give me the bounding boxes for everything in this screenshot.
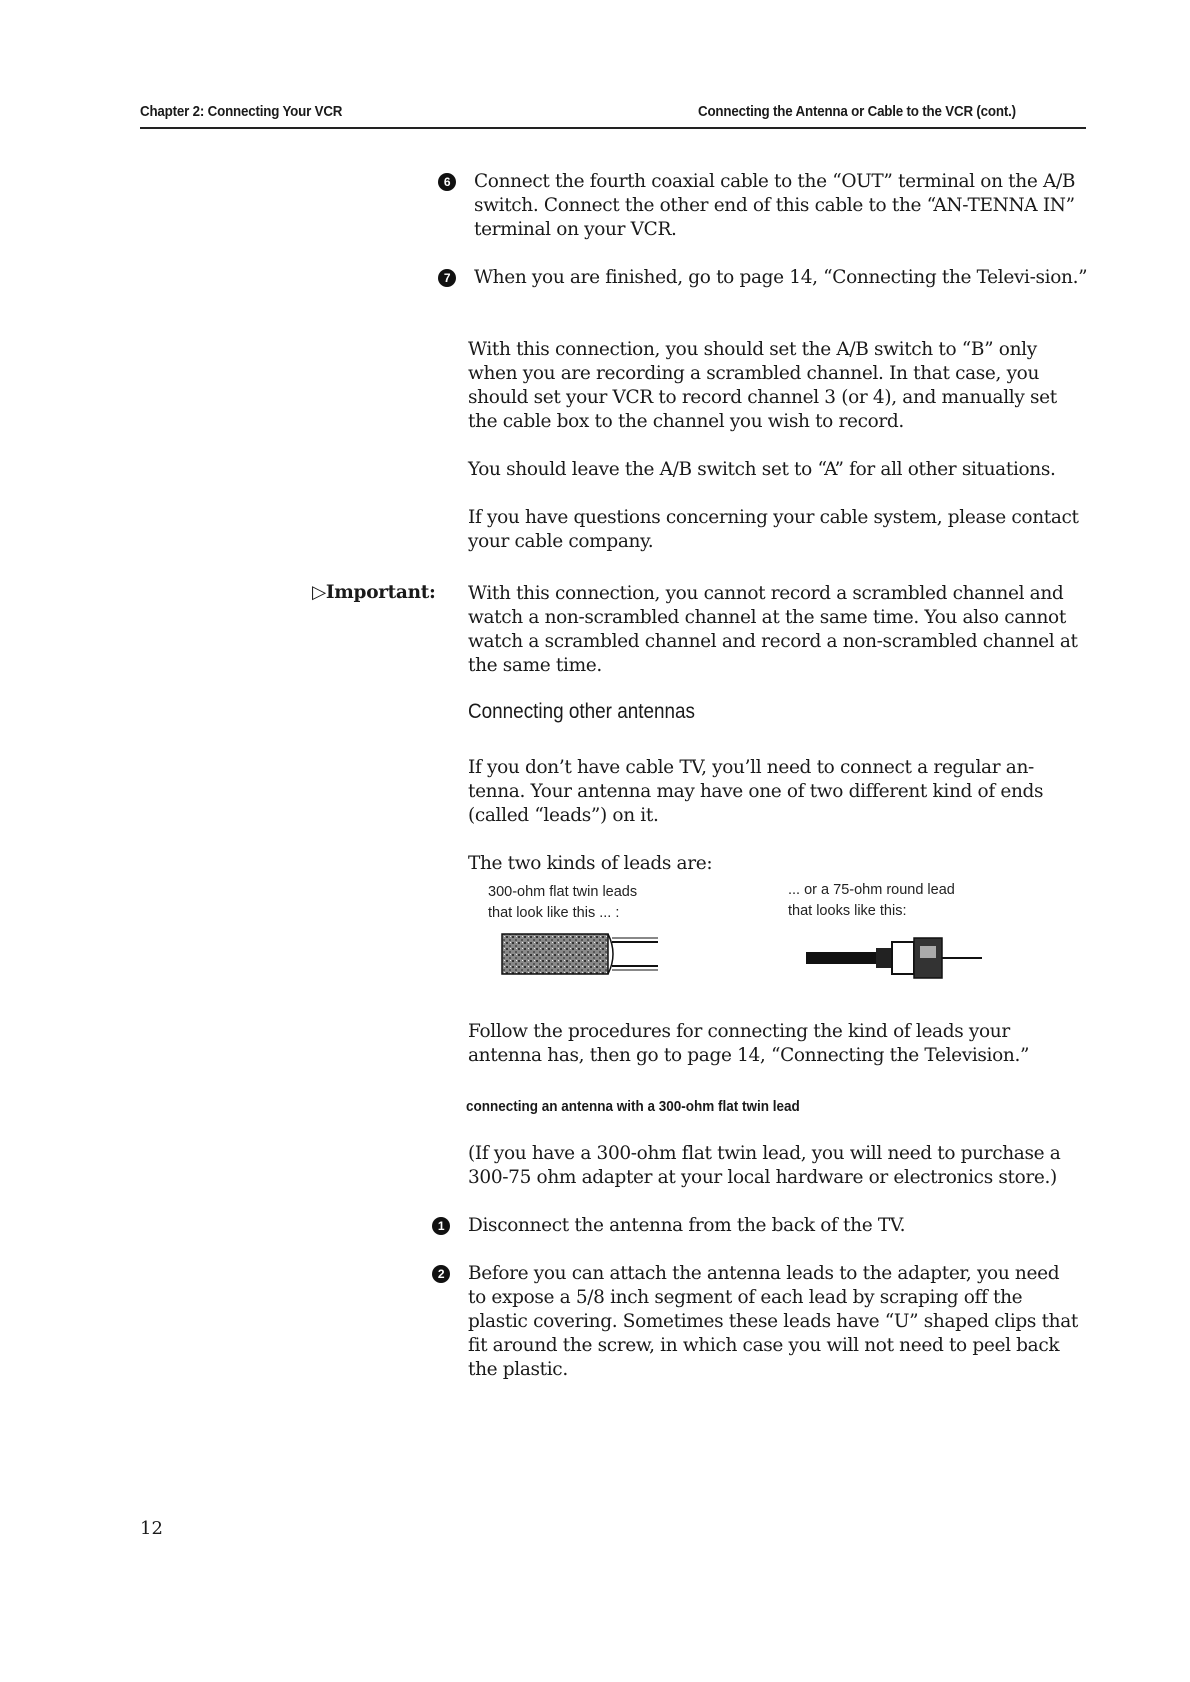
step-text: Connect the fourth coaxial cable to the “OUT” terminal on the A/B switch. Connect the other end of this cable to the “AN-TENNA IN” terminal on your VCR. — [474, 171, 1076, 240]
important-text: With this connection, you cannot record a scrambled channel and watch a non-scrambled channel at the same time. You also cannot watch a scrambled channel and record a non-scrambled channel at the same time. — [468, 583, 1078, 676]
section-heading: Connecting other antennas — [468, 700, 695, 723]
step-number-badge: 7 — [438, 269, 456, 287]
round-lead-illustration — [806, 936, 986, 980]
step-7 — [443, 266, 1088, 290]
flat-twin-lead-illustration — [500, 930, 660, 980]
caption-flat-lead — [488, 882, 637, 924]
subheading: connecting an antenna with a 300-ohm flat twin lead — [466, 1098, 800, 1115]
important-label: ▷Important: — [312, 582, 436, 603]
paragraph-ab-switch-a: You should leave the A/B switch set to “A” for all other situations. — [468, 459, 1056, 480]
page-number: 12 — [140, 1518, 163, 1539]
caption-line: that look like this ... : — [488, 905, 620, 921]
step-number-badge: 1 — [432, 1217, 450, 1235]
caption-line: ... or a 75-ohm round lead — [788, 882, 955, 898]
header-left: Chapter 2: Connecting Your VCR — [140, 104, 343, 120]
paragraph-cable-questions: If you have questions concerning your cable system, please contact your cable company. — [468, 507, 1079, 552]
step-text: Disconnect the antenna from the back of the TV. — [468, 1215, 906, 1236]
header-rule — [140, 127, 1086, 129]
paragraph-follow-procedures: Follow the procedures for connecting the kind of leads your antenna has, then go to page 14, “Connecting the Television.” — [468, 1021, 1030, 1066]
caption-line: that looks like this: — [788, 903, 907, 919]
step-1 — [437, 1214, 1082, 1238]
step-2 — [437, 1262, 1082, 1382]
paragraph-antenna-intro: If you don’t have cable TV, you’ll need to connect a regular an-tenna. Your antenna may have one of two different kind of ends (called “leads”) on it. — [468, 757, 1044, 826]
header-right: Connecting the Antenna or Cable to the VCR (cont.) — [698, 104, 1016, 120]
step-6 — [443, 170, 1088, 242]
paragraph-lead-kinds: The two kinds of leads are: — [468, 853, 713, 874]
caption-line: 300-ohm flat twin leads — [488, 884, 638, 900]
step-text: When you are finished, go to page 14, “Connecting the Televi-sion.” — [474, 267, 1088, 288]
caption-round-lead — [788, 880, 955, 922]
paragraph-adapter: (If you have a 300-ohm flat twin lead, you will need to purchase a 300-75 ohm adapter at your local hardware or electronics store.) — [468, 1143, 1061, 1188]
paragraph-ab-switch-b: With this connection, you should set the A/B switch to “B” only when you are recording a scrambled channel. In that case, you should set your VCR to record channel 3 (or 4), and manually set the cable box to the channel you wish to record. — [468, 339, 1057, 432]
step-number-badge: 6 — [438, 173, 456, 191]
step-number-badge: 2 — [432, 1265, 450, 1283]
step-text: Before you can attach the antenna leads to the adapter, you need to expose a 5/8 inch segment of each lead by scraping off the plastic covering. Sometimes these leads have “U” shaped clips that fit around the screw, in which case you will not need to peel back the plastic. — [468, 1263, 1078, 1380]
